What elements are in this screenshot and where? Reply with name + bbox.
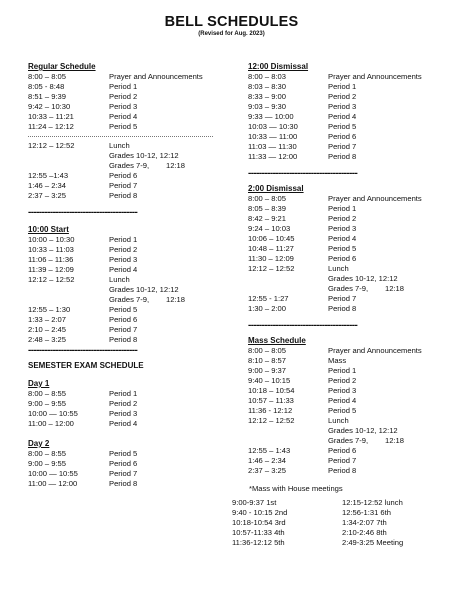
row-label: Period 7 bbox=[109, 325, 138, 334]
row-label: Period 3 bbox=[328, 224, 357, 233]
row-time: 11:00 — 12:00 bbox=[28, 479, 78, 488]
row-time: 9:40 – 10:15 bbox=[248, 376, 291, 385]
schedule-row bbox=[248, 82, 453, 92]
row-label: Period 3 bbox=[109, 409, 138, 418]
row-label: Period 8 bbox=[109, 335, 138, 344]
schedule-row bbox=[248, 456, 453, 466]
house-meeting-left: 9:00-9:37 1st bbox=[232, 498, 277, 507]
row-label: Lunch bbox=[109, 141, 130, 150]
schedule-row bbox=[248, 234, 453, 244]
lunch-grades-time: 12:18 bbox=[166, 295, 186, 304]
row-label: Period 6 bbox=[109, 171, 138, 180]
row-time: 12:12 – 12:52 bbox=[248, 416, 295, 425]
row-label: Period 5 bbox=[328, 406, 357, 415]
row-time: 2:37 – 3:25 bbox=[248, 466, 287, 475]
lunch-grades-text: Grades 7-9, bbox=[109, 295, 150, 304]
row-label: Period 8 bbox=[328, 152, 357, 161]
row-time: 8:00 – 8:05 bbox=[28, 72, 67, 81]
lunch-grades-text: Grades 10-12, 12:12 bbox=[109, 151, 179, 160]
row-label: Period 5 bbox=[109, 449, 138, 458]
house-meeting-right: 2:49-3:25 Meeting bbox=[342, 538, 404, 547]
row-time: 12:12 – 12:52 bbox=[248, 264, 295, 273]
exam-day2-rows bbox=[28, 449, 228, 489]
house-meeting-row bbox=[232, 528, 453, 538]
row-time: 11:33 — 12:00 bbox=[248, 152, 298, 161]
row-label: Period 3 bbox=[328, 102, 357, 111]
schedule-row bbox=[248, 194, 453, 204]
schedule-row bbox=[28, 181, 228, 191]
row-time: 9:00 – 9:37 bbox=[248, 366, 287, 375]
house-meeting-left: 9:40 - 10:15 2nd bbox=[232, 508, 288, 517]
row-time: 11:03 — 11:30 bbox=[248, 142, 297, 151]
schedule-row bbox=[28, 305, 228, 315]
row-label: Period 3 bbox=[328, 386, 357, 395]
row-label: Prayer and Announcements bbox=[328, 194, 422, 203]
two-dismissal-rows-top bbox=[248, 194, 453, 264]
row-time: 10:57 – 11:33 bbox=[248, 396, 294, 405]
schedule-row bbox=[248, 304, 453, 314]
schedule-row bbox=[248, 416, 453, 426]
schedule-row bbox=[28, 191, 228, 201]
row-time: 12:55 –1:43 bbox=[28, 171, 69, 180]
row-label: Period 4 bbox=[328, 396, 357, 405]
two-dismissal-rows-bottom bbox=[248, 294, 453, 314]
row-label: Lunch bbox=[328, 264, 349, 273]
section-separator: ---------------------------------------- bbox=[28, 207, 138, 218]
lunch-grades-text: Grades 10-12, 12:12 bbox=[109, 285, 179, 294]
row-time: 8:33 – 9:00 bbox=[248, 92, 287, 101]
row-label: Period 1 bbox=[109, 389, 138, 398]
exam-schedule-title: SEMESTER EXAM SCHEDULE bbox=[28, 361, 144, 370]
schedule-row bbox=[28, 171, 228, 181]
schedule-row bbox=[248, 122, 453, 132]
schedule-row bbox=[248, 406, 453, 416]
schedule-row bbox=[248, 346, 453, 356]
row-label: Period 1 bbox=[328, 366, 357, 375]
exam-day2-title: Day 2 bbox=[28, 439, 50, 448]
section-separator: ---------------------------------------- bbox=[28, 345, 138, 356]
schedule-row bbox=[28, 122, 228, 132]
page-subtitle: (Revised for Aug. 2023) bbox=[198, 31, 265, 37]
schedule-row bbox=[248, 294, 453, 304]
page-title: BELL SCHEDULES bbox=[164, 14, 299, 30]
row-label: Period 7 bbox=[328, 294, 357, 303]
lunch-grades-text: Grades 10-12, 12:12 bbox=[328, 426, 398, 435]
house-meeting-rows bbox=[232, 498, 453, 548]
twelve-dismissal-rows bbox=[248, 72, 453, 162]
row-time: 11:24 – 12:12 bbox=[28, 122, 74, 131]
schedule-row bbox=[28, 409, 228, 419]
schedule-row bbox=[28, 419, 228, 429]
schedule-row bbox=[28, 315, 228, 325]
row-time: 9:42 – 10:30 bbox=[28, 102, 71, 111]
row-label: Mass bbox=[328, 356, 347, 365]
row-label: Prayer and Announcements bbox=[109, 72, 203, 81]
house-meeting-row bbox=[232, 498, 453, 508]
house-meeting-right: 2:10-2:46 8th bbox=[342, 528, 387, 537]
ten-start-title: 10:00 Start bbox=[28, 225, 69, 234]
schedule-row bbox=[28, 335, 228, 345]
lunch-grades-text: Grades 7-9, bbox=[109, 161, 150, 170]
row-label: Period 2 bbox=[328, 92, 357, 101]
row-label: Period 4 bbox=[109, 265, 138, 274]
row-time: 12:12 – 12:52 bbox=[28, 141, 75, 150]
row-time: 12:55 – 1:30 bbox=[28, 305, 71, 314]
row-time: 11:00 – 12:00 bbox=[28, 419, 74, 428]
row-time: 12:55 - 1:27 bbox=[248, 294, 289, 303]
schedule-row bbox=[248, 92, 453, 102]
schedule-row bbox=[248, 244, 453, 254]
schedule-row bbox=[28, 235, 228, 245]
house-meeting-right: 1:34-2:07 7th bbox=[342, 518, 387, 527]
row-time: 2:10 – 2:45 bbox=[28, 325, 67, 334]
row-label: Period 6 bbox=[328, 132, 357, 141]
schedule-row bbox=[248, 376, 453, 386]
schedule-row bbox=[28, 479, 228, 489]
lunch-grades-row bbox=[28, 285, 228, 295]
lunch-grades-text: Grades 10-12, 12:12 bbox=[328, 274, 398, 283]
schedule-row bbox=[248, 386, 453, 396]
row-label: Period 7 bbox=[328, 142, 357, 151]
twelve-dismissal-title: 12:00 Dismissal bbox=[248, 62, 309, 71]
row-label: Period 3 bbox=[109, 102, 138, 111]
section-separator: ---------------------------------------- bbox=[248, 320, 358, 331]
row-label: Period 2 bbox=[109, 245, 138, 254]
schedule-row bbox=[28, 255, 228, 265]
row-time: 8:05 – 8:39 bbox=[248, 204, 287, 213]
schedule-row bbox=[248, 214, 453, 224]
row-time: 10:18 – 10:54 bbox=[248, 386, 295, 395]
lunch-grades-time: 12:18 bbox=[385, 436, 405, 445]
row-time: 9:00 – 9:55 bbox=[28, 459, 67, 468]
row-label: Period 7 bbox=[109, 469, 138, 478]
house-meeting-row bbox=[232, 508, 453, 518]
schedule-row bbox=[248, 142, 453, 152]
schedule-row bbox=[28, 469, 228, 479]
regular-schedule-title: Regular Schedule bbox=[28, 62, 96, 71]
schedule-row bbox=[248, 72, 453, 82]
schedule-row bbox=[248, 102, 453, 112]
row-time: 8:00 – 8:55 bbox=[28, 449, 67, 458]
mass-rows-top bbox=[248, 346, 453, 416]
row-time: 12:12 – 12:52 bbox=[28, 275, 75, 284]
schedule-row bbox=[28, 399, 228, 409]
row-time: 1:46 – 2:34 bbox=[28, 181, 67, 190]
row-label: Period 6 bbox=[328, 254, 357, 263]
schedule-row bbox=[248, 356, 453, 366]
right-column bbox=[232, 62, 453, 548]
row-time: 8:51 – 9:39 bbox=[28, 92, 67, 101]
row-time: 11:36 - 12:12 bbox=[248, 406, 293, 415]
schedule-row bbox=[248, 366, 453, 376]
row-time: 8:10 – 8:57 bbox=[248, 356, 287, 365]
row-time: 10:00 — 10:55 bbox=[28, 469, 78, 478]
row-time: 8:00 – 8:05 bbox=[248, 194, 287, 203]
row-label: Period 6 bbox=[109, 315, 138, 324]
left-column bbox=[28, 62, 228, 489]
row-time: 9:00 – 9:55 bbox=[28, 399, 67, 408]
row-label: Period 1 bbox=[328, 82, 357, 91]
row-time: 10:00 — 10:55 bbox=[28, 409, 78, 418]
row-label: Period 1 bbox=[109, 235, 138, 244]
row-time: 8:00 – 8:55 bbox=[28, 389, 67, 398]
two-dismissal-title: 2:00 Dismissal bbox=[248, 184, 304, 193]
row-time: 9:33 — 10:00 bbox=[248, 112, 294, 121]
exam-day1-title: Day 1 bbox=[28, 379, 50, 388]
row-label: Period 8 bbox=[109, 479, 138, 488]
schedule-row bbox=[28, 265, 228, 275]
schedule-row bbox=[28, 275, 228, 285]
row-label: Period 1 bbox=[109, 82, 138, 91]
row-time: 1:30 – 2:00 bbox=[248, 304, 287, 313]
ten-start-rows-top bbox=[28, 235, 228, 275]
house-meeting-row bbox=[232, 518, 453, 528]
schedule-row bbox=[248, 204, 453, 214]
row-label: Lunch bbox=[109, 275, 130, 284]
lunch-grades-row bbox=[248, 436, 453, 446]
schedule-row bbox=[248, 132, 453, 142]
row-time: 10:33 – 11:03 bbox=[28, 245, 74, 254]
lunch-grades-text: Grades 7-9, bbox=[328, 284, 369, 293]
house-meeting-left: 10:57-11:33 4th bbox=[232, 528, 285, 537]
row-time: 10:48 – 11:27 bbox=[248, 244, 294, 253]
schedule-row bbox=[248, 446, 453, 456]
lunch-grades-row bbox=[28, 151, 228, 161]
lunch-grades-row bbox=[28, 161, 228, 171]
row-label: Period 3 bbox=[109, 255, 138, 264]
divider bbox=[28, 136, 213, 137]
house-meeting-left: 11:36-12:12 5th bbox=[232, 538, 285, 547]
ten-start-rows-bottom bbox=[28, 305, 228, 345]
row-label: Period 4 bbox=[109, 419, 138, 428]
row-time: 10:03 — 10:30 bbox=[248, 122, 298, 131]
row-time: 11:39 – 12:09 bbox=[28, 265, 74, 274]
schedule-row bbox=[28, 325, 228, 335]
row-label: Period 5 bbox=[109, 122, 138, 131]
row-label: Period 7 bbox=[328, 456, 357, 465]
schedule-row bbox=[248, 264, 453, 274]
house-meetings-note: *Mass with House meetings bbox=[249, 484, 343, 493]
schedule-row bbox=[28, 82, 228, 92]
schedule-row bbox=[248, 224, 453, 234]
row-time: 1:33 – 2:07 bbox=[28, 315, 67, 324]
row-time: 11:30 – 12:09 bbox=[248, 254, 294, 263]
regular-rows-bottom bbox=[28, 171, 228, 201]
schedule-row bbox=[28, 245, 228, 255]
row-label: Period 4 bbox=[328, 112, 357, 121]
row-time: 10:06 – 10:45 bbox=[248, 234, 295, 243]
row-time: 8:00 – 8:05 bbox=[248, 346, 287, 355]
row-label: Period 2 bbox=[109, 92, 138, 101]
row-label: Period 5 bbox=[328, 122, 357, 131]
row-label: Period 6 bbox=[109, 459, 138, 468]
exam-day1-rows bbox=[28, 389, 228, 429]
regular-rows-top bbox=[28, 72, 228, 132]
schedule-row bbox=[248, 396, 453, 406]
row-label: Lunch bbox=[328, 416, 349, 425]
row-label: Period 4 bbox=[109, 112, 138, 121]
row-time: 8:03 – 8:30 bbox=[248, 82, 287, 91]
row-label: Period 8 bbox=[328, 304, 357, 313]
schedule-row bbox=[248, 254, 453, 264]
row-time: 9:03 – 9:30 bbox=[248, 102, 287, 111]
mass-schedule-title: Mass Schedule bbox=[248, 336, 306, 345]
lunch-grades-row bbox=[248, 426, 453, 436]
schedule-row bbox=[248, 112, 453, 122]
row-label: Period 8 bbox=[328, 466, 357, 475]
lunch-grades-time: 12:18 bbox=[166, 161, 186, 170]
row-label: Period 5 bbox=[109, 305, 138, 314]
lunch-grades-row bbox=[28, 295, 228, 305]
row-time: 8:05 - 8:48 bbox=[28, 82, 65, 91]
row-time: 1:46 – 2:34 bbox=[248, 456, 287, 465]
schedule-row bbox=[248, 152, 453, 162]
row-label: Period 8 bbox=[109, 191, 138, 200]
schedule-row bbox=[28, 92, 228, 102]
house-meeting-row bbox=[232, 538, 453, 548]
mass-rows-bottom bbox=[248, 446, 453, 476]
schedule-row bbox=[28, 112, 228, 122]
row-time: 9:24 – 10:03 bbox=[248, 224, 291, 233]
row-time: 12:55 – 1:43 bbox=[248, 446, 291, 455]
schedule-row bbox=[28, 72, 228, 82]
row-time: 2:48 – 3:25 bbox=[28, 335, 67, 344]
row-label: Period 2 bbox=[328, 214, 357, 223]
row-label: Period 6 bbox=[328, 446, 357, 455]
lunch-grades-text: Grades 7-9, bbox=[328, 436, 369, 445]
lunch-grades-time: 12:18 bbox=[385, 284, 405, 293]
schedule-row bbox=[28, 141, 228, 151]
schedule-row bbox=[28, 389, 228, 399]
row-label: Period 2 bbox=[109, 399, 138, 408]
row-time: 11:06 – 11:36 bbox=[28, 255, 74, 264]
row-time: 10:33 – 11:21 bbox=[28, 112, 74, 121]
house-meeting-right: 12:15-12:52 lunch bbox=[342, 498, 403, 507]
schedule-row bbox=[248, 466, 453, 476]
house-meeting-right: 12:56-1:31 6th bbox=[342, 508, 391, 517]
lunch-grades-row bbox=[248, 274, 453, 284]
row-label: Period 5 bbox=[328, 244, 357, 253]
row-time: 8:42 – 9:21 bbox=[248, 214, 287, 223]
row-label: Prayer and Announcements bbox=[328, 72, 422, 81]
row-label: Period 1 bbox=[328, 204, 357, 213]
row-label: Period 4 bbox=[328, 234, 357, 243]
row-time: 10:00 – 10:30 bbox=[28, 235, 75, 244]
row-time: 2:37 – 3:25 bbox=[28, 191, 67, 200]
row-time: 8:00 – 8:03 bbox=[248, 72, 287, 81]
row-label: Period 2 bbox=[328, 376, 357, 385]
house-meeting-left: 10:18-10:54 3rd bbox=[232, 518, 286, 527]
schedule-row bbox=[28, 449, 228, 459]
row-label: Period 7 bbox=[109, 181, 138, 190]
row-time: 10:33 — 11:00 bbox=[248, 132, 298, 141]
schedule-row bbox=[28, 459, 228, 469]
lunch-grades-row bbox=[248, 284, 453, 294]
section-separator: ---------------------------------------- bbox=[248, 168, 358, 179]
schedule-row bbox=[28, 102, 228, 112]
row-label: Prayer and Announcements bbox=[328, 346, 422, 355]
